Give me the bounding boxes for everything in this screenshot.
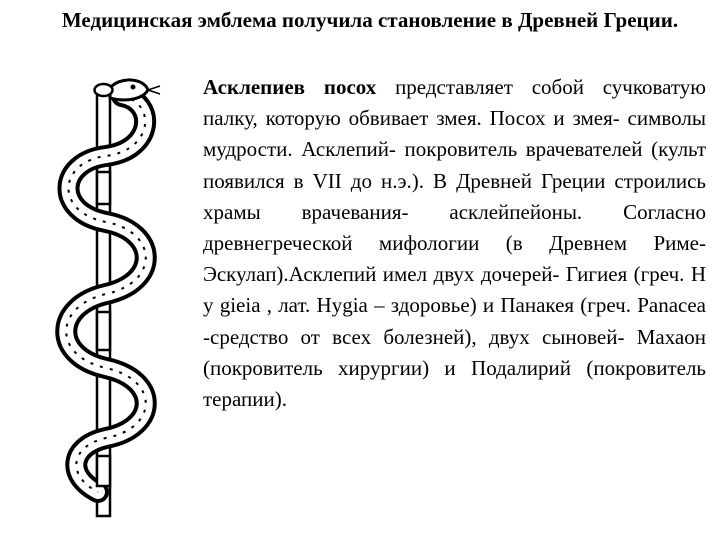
body-paragraph [203, 72, 706, 415]
rod-of-asclepius-icon [36, 72, 176, 520]
asclepius-staff-term: Асклепиев посох [203, 75, 377, 99]
body-paragraph-text: представляет собой сучковатую палку, которую обвивает змея. Посох и змея- символы мудрости. Асклепий- покровитель врачевателей (культ появился в VII до н.э.). В Древней Греции строились храмы врачевания- асклейпейоны. Согласно древнегреческой мифологии (в Древнем Риме- Эскулап).Асклепий имел двух дочерей- Гигиея (греч. H y gieia , лат. Hygia – здоровье) и Панакея (греч. Panacea -средство от всех болезней), двух сыновей- Махаон (покровитель хирургии) и Подалирий (покровитель терапии). [203, 75, 706, 412]
slide-title: Медицинская эмблема получила становление в Древней Греции. [61, 8, 679, 32]
